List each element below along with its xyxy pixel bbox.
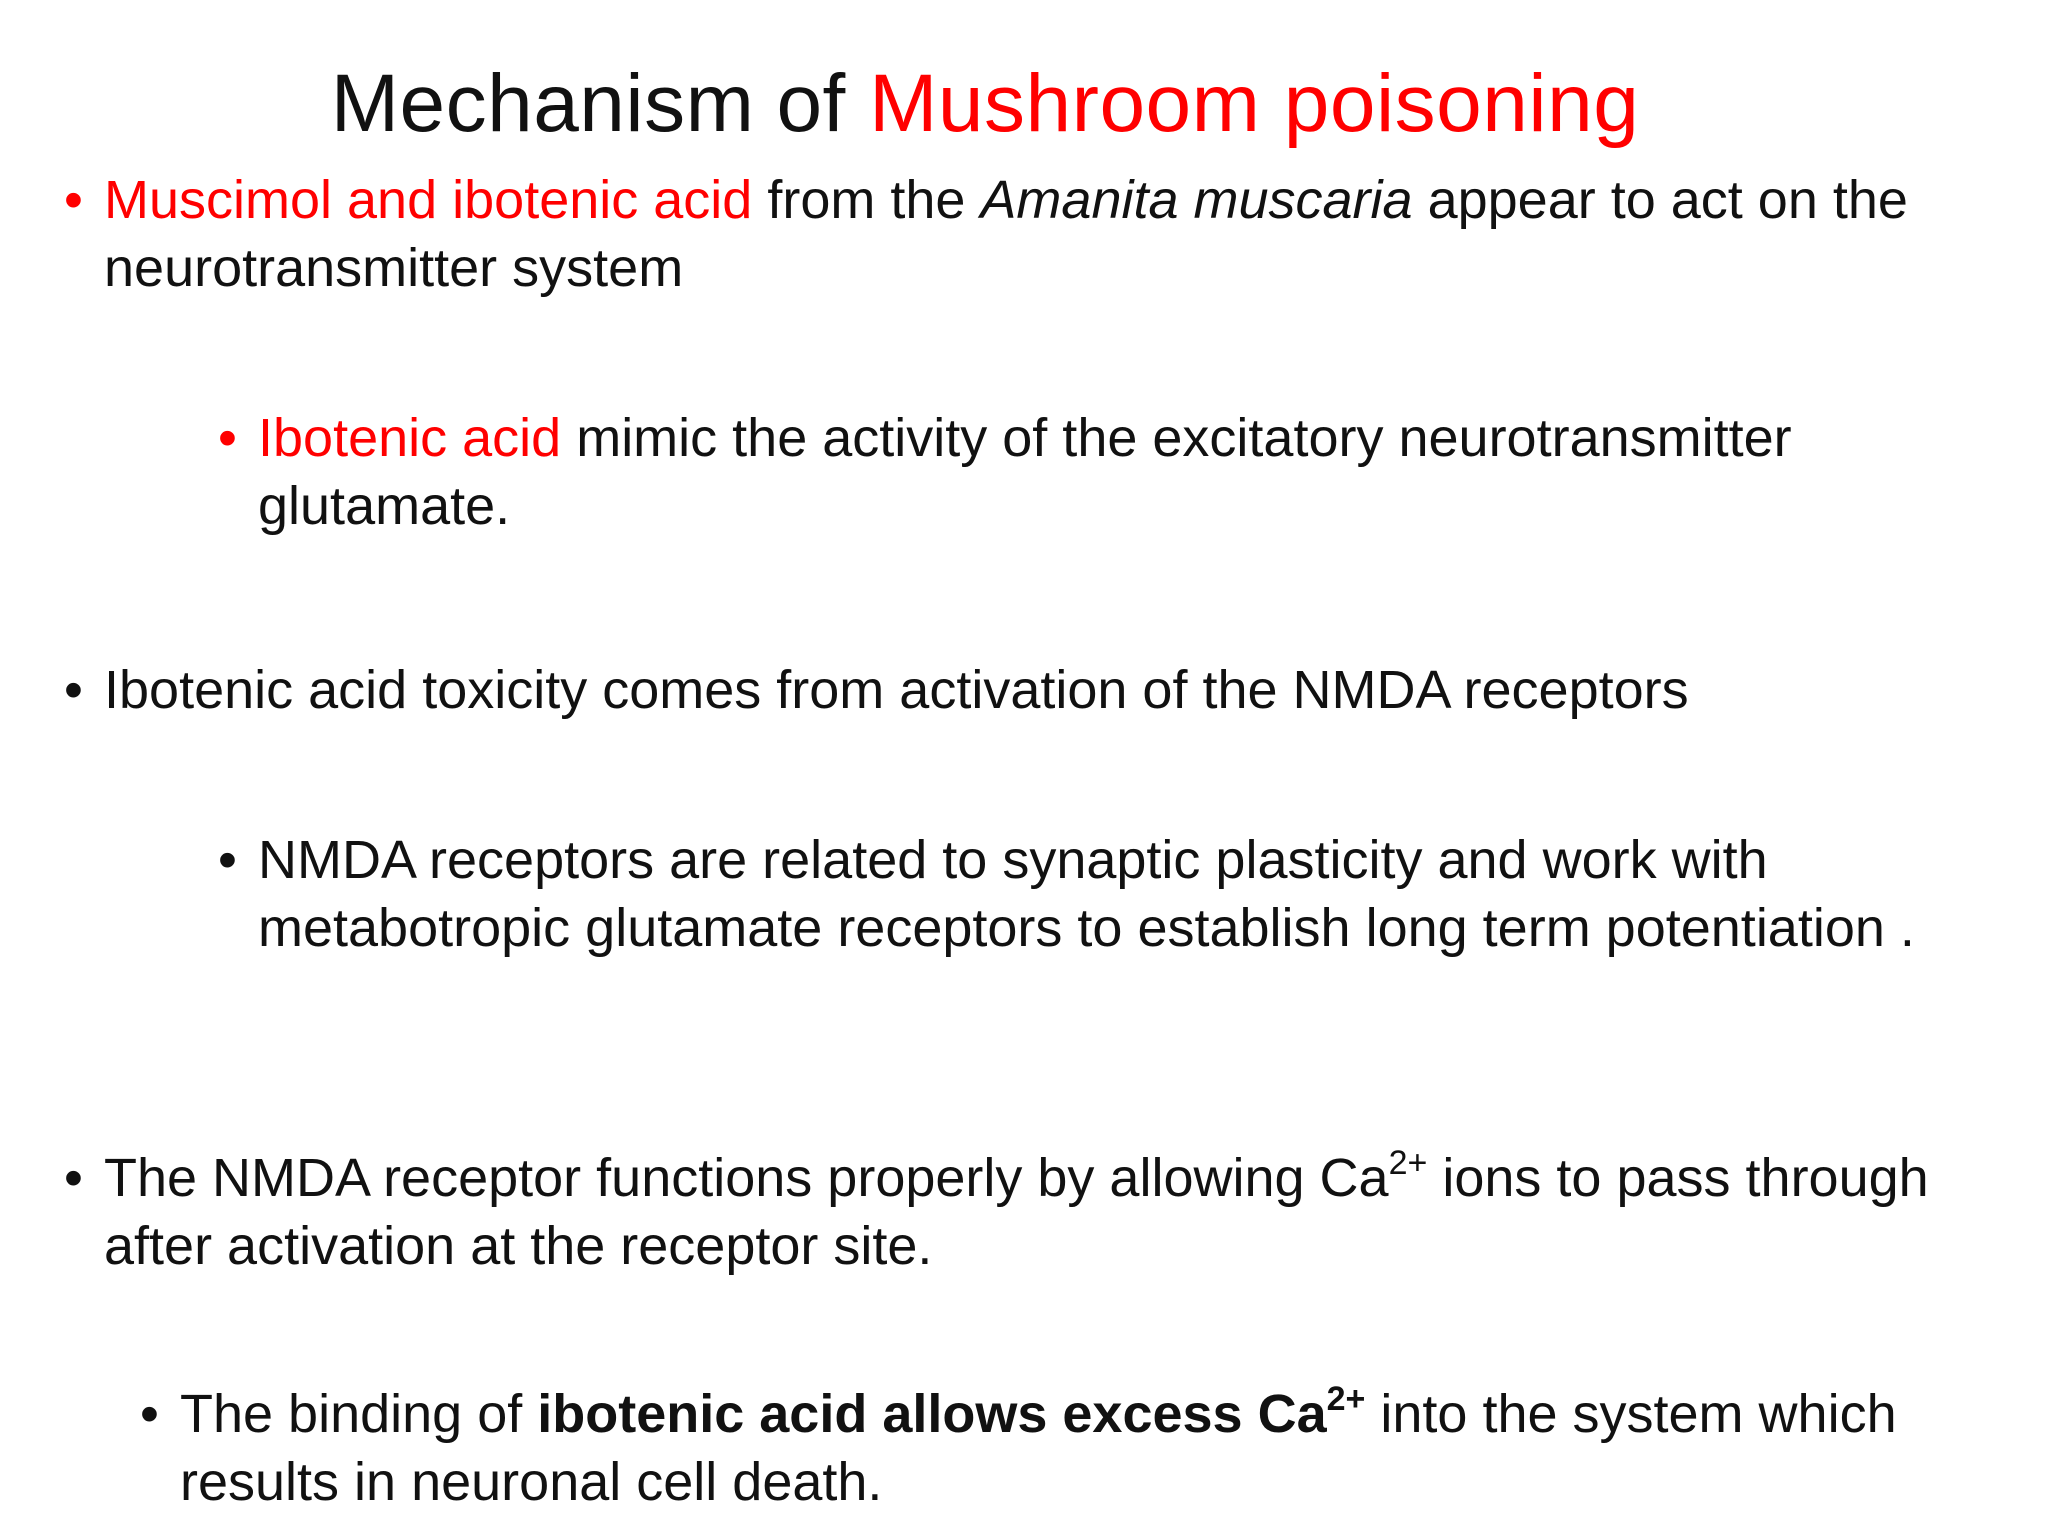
title-of: of — [776, 58, 846, 149]
bullet-text: ions to pass through after activation at the receptor site. — [104, 1148, 1929, 1276]
bullet-text: into the system which results in neuronal cell death. — [180, 1384, 1897, 1512]
bullet-toxicity — [64, 656, 1984, 724]
bullet-dot: • — [218, 408, 237, 468]
bullet-text: NMDA receptors are related to synaptic plasticity and work with metabotropic glutamate receptors to establish long term potentiation . — [258, 830, 1915, 958]
bullet-dot: • — [64, 660, 83, 720]
bullet-muscimol — [64, 166, 1984, 302]
bullet-nmda-plasticity — [218, 826, 1978, 962]
superscript-charge: 2+ — [1388, 1144, 1428, 1182]
bullet-text: The NMDA receptor functions properly by allowing Ca — [104, 1148, 1389, 1208]
bullet-text: Ibotenic acid toxicity comes from activation of the NMDA receptors — [104, 660, 1689, 720]
bullet-nmda-calcium — [64, 1144, 1984, 1280]
bullet-dot: • — [64, 170, 83, 230]
bullet-text: from the — [752, 170, 981, 230]
bullet-red-text: Ibotenic acid — [258, 408, 562, 468]
bullet-ibotenic-mimic — [218, 404, 1978, 540]
title-highlight: Mushroom poisoning — [869, 58, 1640, 149]
bullet-bold-text: ibotenic acid allows excess Ca — [537, 1384, 1327, 1444]
bullet-text: appear to act on the neurotransmitter system — [104, 170, 1908, 298]
bullet-text: mimic the activity of the excitatory neurotransmitter glutamate. — [258, 408, 1792, 536]
bullet-italic-text: Amanita muscaria — [980, 170, 1413, 230]
bullet-red-text: Muscimol and ibotenic acid — [104, 170, 753, 230]
bullet-dot: • — [140, 1384, 159, 1444]
slide-title — [0, 54, 1970, 154]
bullet-text: The binding of — [180, 1384, 538, 1444]
bullet-cell-death — [140, 1380, 1980, 1516]
bullet-dot: • — [64, 1148, 83, 1208]
bullet-dot: • — [218, 830, 237, 890]
title-prefix: Mechanism — [330, 58, 755, 149]
superscript-charge: 2+ — [1326, 1380, 1366, 1418]
